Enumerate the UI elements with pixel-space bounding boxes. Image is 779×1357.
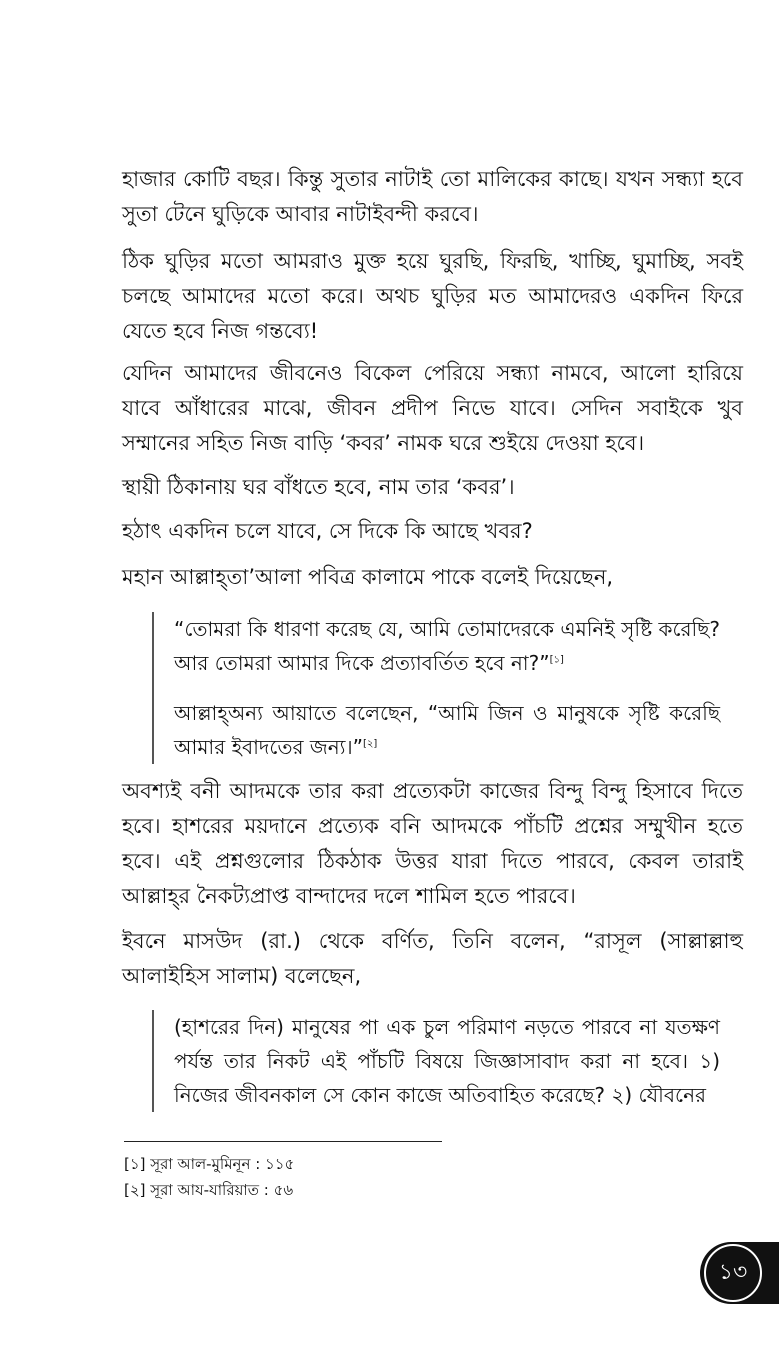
footnote-ref-2: [২]: [362, 738, 378, 750]
footnotes: [124, 1151, 294, 1203]
footnote-divider: [124, 1141, 442, 1142]
footnote-ref-1: [১]: [549, 654, 564, 666]
paragraph-1: হাজার কোটি বছর। কিন্তু সুতার নাটাই তো মালিকের কাছে। যখন সন্ধ্যা হবে সুতা টেনে ঘুড়িকে আবার নাটাইবন্দী করবে।: [122, 167, 743, 226]
paragraph-5: হঠাৎ একদিন চলে যাবে, সে দিকে কি আছে খবর?: [122, 519, 533, 543]
paragraph-7: অবশ্যই বনী আদমকে তার করা প্রত্যেকটা কাজের বিন্দু বিন্দু হিসাবে দিতে হবে। হাশরের ময়দানে প্রত্যেক বনি আদমকে পাঁচটি প্রশ্নের সম্মুখীন হতে হবে। এই প্রশ্নগুলোর ঠিকঠাক উত্তর যারা দিতে পারবে, কেবল তারাই আল্লাহ্‌র নৈকট্যপ্রাপ্ত বান্দাদের দলে শামিল হতে পারবে।: [122, 779, 743, 908]
quran-quote-block: [152, 612, 720, 764]
paragraph-2: ঠিক ঘুড়ির মতো আমরাও মুক্ত হয়ে ঘুরছি, ফিরছি, খাচ্ছি, ঘুমাচ্ছি, সবই চলছে আমাদের মতো করে। অথচ ঘুড়ির মত আমাদেরও একদিন ফিরে যেতে হবে নিজ গন্তব্যে!: [122, 249, 743, 343]
paragraph-3: যেদিন আমাদের জীবনেও বিকেল পেরিয়ে সন্ধ্যা নামবে, আলো হারিয়ে যাবে আঁধারের মাঝে, জীবন প্রদীপ নিভে যাবে। সেদিন সবাইকে খুব সম্মানের সহিত নিজ বাড়ি ‘কবর’ নামক ঘরে শুইয়ে দেওয়া হবে।: [122, 361, 743, 455]
paragraph-4: স্থায়ী ঠিকানায় ঘর বাঁধতে হবে, নাম তার ‘কবর’।: [122, 475, 515, 499]
quote-2: [174, 696, 720, 764]
paragraph-6: মহান আল্লাহ্‌তা’আলা পবিত্র কালামে পাকে বলেই দিয়েছেন,: [122, 565, 614, 589]
paragraph-8: ইবনে মাসউদ (রা.) থেকে বর্ণিত, তিনি বলেন, “রাসূল (সাল্লাল্লাহু আলাইহিস সালাম) বলেছেন,: [122, 929, 743, 988]
page-number: ১৩: [718, 1260, 748, 1285]
hadith-quote-block: [152, 1010, 720, 1112]
quote-1: [174, 612, 720, 680]
footnote-2: [২] সূরা আয-যারিয়াত : ৫৬: [124, 1181, 294, 1199]
quote-3: (হাশরের দিন) মানুষের পা এক চুল পরিমাণ নড়তে পারবে না যতক্ষণ পর্যন্ত তার নিকট এই পাঁচটি বিষয়ে জিজ্ঞাসাবাদ করা না হবে। ১) নিজের জীবনকাল সে কোন কাজে অতিবাহিত করেছে? ২) যৌবনের: [174, 1015, 720, 1107]
quote-1-text: “তোমরা কি ধারণা করেছ যে, আমি তোমাদেরকে এমনিই সৃষ্টি করেছি? আর তোমরা আমার দিকে প্রত্যাবর্তিত হবে না?”: [174, 617, 720, 675]
quote-2-text: আল্লাহ্‌অন্য আয়াতে বলেছেন, “আমি জিন ও মানুষকে সৃষ্টি করেছি আমার ইবাদতের জন্য।”: [174, 701, 720, 759]
footnote-1: [১] সূরা আল-মুমিনূন : ১১৫: [124, 1155, 295, 1173]
